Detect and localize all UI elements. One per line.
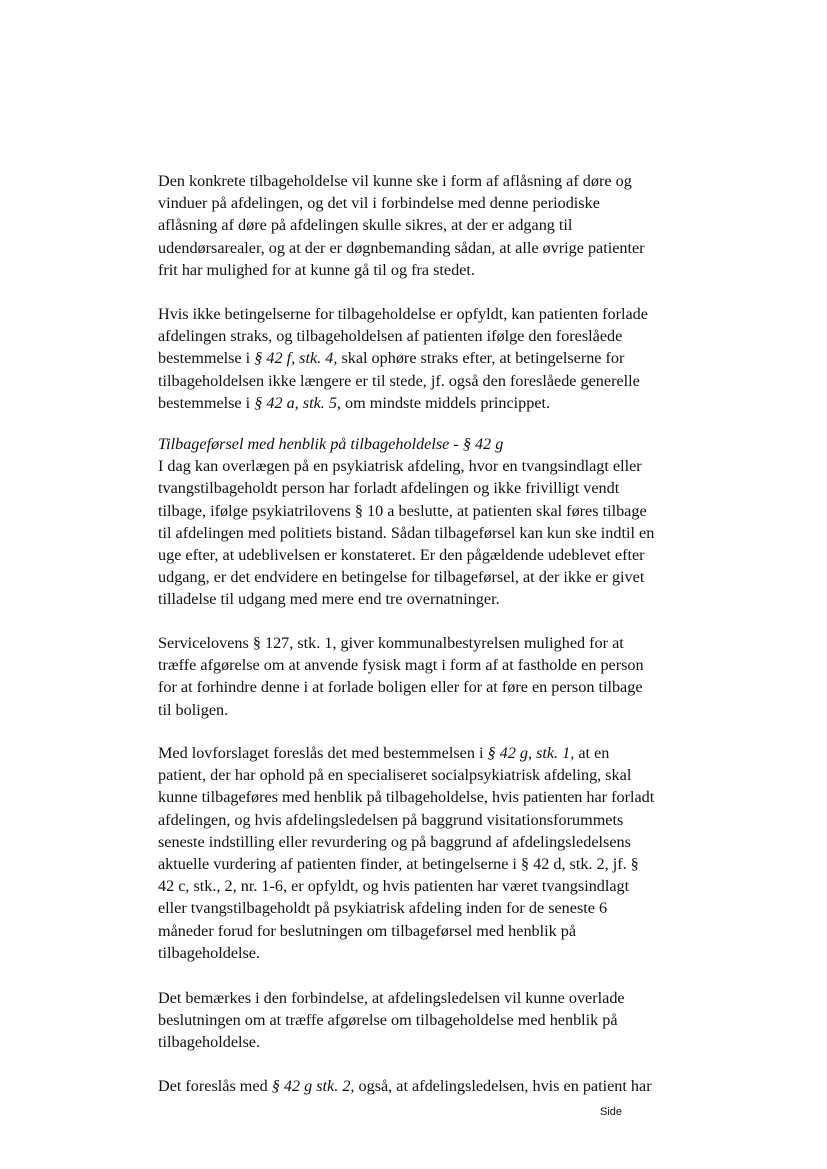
text-segment: bestemmelse i: [158, 393, 255, 412]
text-line: Den konkrete tilbageholdelse vil kunne ske i form af aflåsning af døre og: [158, 172, 632, 190]
text-line: Hvis ikke betingelserne for tilbageholdelse er opfyldt, kan patienten forlade: [158, 305, 648, 323]
text-line: til afdelingen med politiets bistand. Sådan tilbageførsel kan kun ske indtil en: [158, 523, 655, 542]
section-reference: § 42 f, stk. 4,: [254, 349, 338, 368]
section-reference: § 42 g stk. 2,: [271, 1077, 355, 1095]
text-segment: at en: [574, 744, 610, 762]
text-segment: også, at afdelingsledelsen, hvis en patient har: [354, 1077, 652, 1095]
text-line: afdelingen straks, og tilbageholdelsen af patienten ifølge den foreslåede: [158, 327, 623, 346]
paragraph-bill-proposal: [158, 742, 678, 964]
text-line: 42 c, stk., 2, nr. 1-6, er opfyldt, og hvis patienten har været tvangsindlagt: [158, 877, 630, 896]
text-line: tvangstilbageholdt person har forladt afdelingen og ikke frivilligt vendt: [158, 479, 620, 498]
text-line: træffe afgørelse om at anvende fysisk magt i form af at fastholde en person: [158, 656, 644, 675]
page-footer-label: Side: [600, 1106, 623, 1118]
text-line: tilbageholdelse.: [158, 1033, 261, 1052]
text-segment: bestemmelse i: [158, 349, 255, 368]
text-line: for at forhindre denne i at forlade boligen eller for at føre en person tilbage: [158, 678, 643, 697]
text-segment: Det foreslås med: [158, 1077, 272, 1095]
text-line: aktuelle vurdering af patienten finder, at betingelserne i § 42 d, stk. 2, jf. §: [158, 855, 639, 874]
text-segment: skal ophøre straks efter, at betingelserne for: [337, 349, 625, 368]
text-line: seneste indstilling eller revurdering og på baggrund af afdelingsledelsens: [158, 832, 631, 851]
text-line: tilbage, ifølge psykiatrilovens § 10 a beslutte, at patienten skal føres tilbage: [158, 501, 647, 520]
paragraph-locking-doors: [158, 170, 678, 281]
section-reference: § 42 a, stk. 5,: [254, 393, 341, 412]
text-line: [158, 392, 678, 414]
text-line: kunne tilbageføres med henblik på tilbageholdelse, hvis patienten har forladt: [158, 788, 655, 807]
text-line: [158, 1075, 678, 1097]
text-line: uge efter, at udeblivelsen er konstateret. Er den pågældende udeblevet efter: [158, 546, 645, 565]
text-line: [158, 742, 678, 764]
section-heading: Tilbageførsel med henblik på tilbageholdelse - § 42 g: [158, 435, 504, 453]
section-reference: § 42 g, stk. 1,: [487, 744, 575, 762]
text-line: Det bemærkes i den forbindelse, at afdelingsledelsen vil kunne overlade: [158, 989, 625, 1007]
paragraph-conditions-not-met: [158, 303, 678, 414]
text-line: tilbageholdelsen ikke længere er til stede, jf. også den foreslåede generelle: [158, 371, 640, 390]
text-line: I dag kan overlægen på en psykiatrisk afdeling, hvor en tvangsindlagt eller: [158, 457, 642, 476]
text-line: afdelingen, og hvis afdelingsledelsen på baggrund visitationsforummets: [158, 810, 624, 829]
text-line: beslutningen om at træffe afgørelse om tilbageholdelse med henblik på: [158, 1011, 618, 1030]
text-segment: Med lovforslaget foreslås det med bestemmelsen i: [158, 744, 488, 762]
text-line: aflåsning af døre på afdelingen skulle sikres, at der er adgang til: [158, 216, 573, 235]
text-line: vinduer på afdelingen, og det vil i forbindelse med denne periodiske: [158, 194, 600, 213]
text-line: til boligen.: [158, 700, 229, 719]
text-line: Servicelovens § 127, stk. 1, giver kommunalbestyrelsen mulighed for at: [158, 634, 624, 652]
text-line: udgang, er det endvidere en betingelse for tilbageførsel, at der ikke er givet: [158, 568, 645, 587]
text-line: [158, 347, 678, 369]
text-line: patient, der har ophold på en specialiseret socialpsykiatrisk afdeling, skal: [158, 766, 632, 785]
text-line: tilladelse til udgang med mere end tre overnatninger.: [158, 590, 500, 609]
paragraph-service-act: [158, 632, 678, 721]
text-line: måneder forud for beslutningen om tilbageførsel med henblik på: [158, 921, 577, 940]
section-return-transfer: [158, 433, 678, 611]
text-line: eller tvangstilbageholdt på psykiatrisk afdeling inden for de seneste 6: [158, 899, 608, 918]
paragraph-delegation: [158, 987, 678, 1054]
text-line: udendørsarealer, og at der er døgnbemanding sådan, at alle øvrige patienter: [158, 238, 645, 257]
text-segment: om mindste middels princippet.: [340, 393, 551, 412]
paragraph-stk-2: [158, 1075, 678, 1097]
text-line: tilbageholdelse.: [158, 943, 261, 962]
text-line: frit har mulighed for at kunne gå til og fra stedet.: [158, 260, 475, 279]
